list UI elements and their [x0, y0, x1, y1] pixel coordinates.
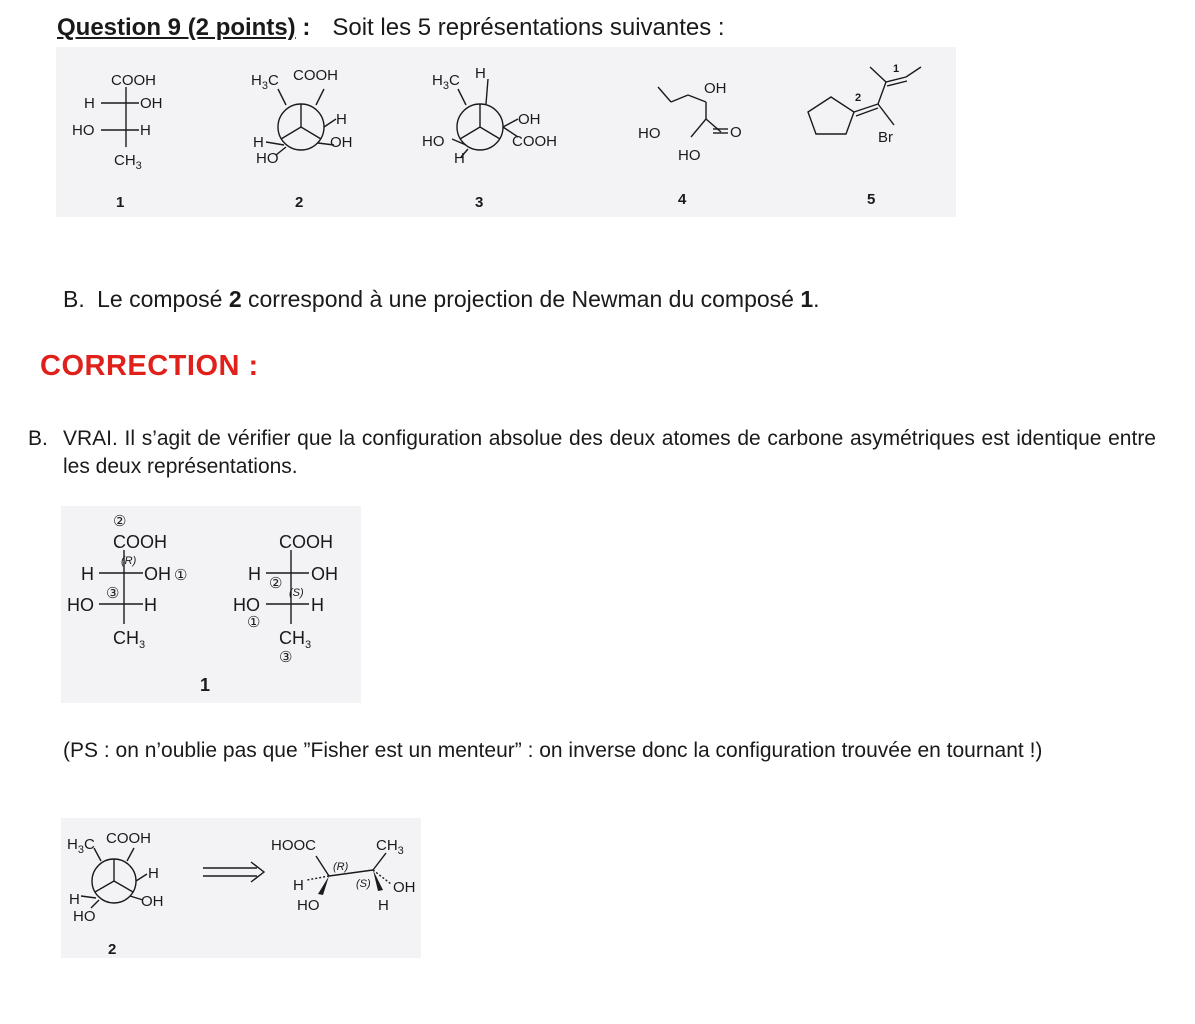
statement-label: B.: [63, 286, 85, 312]
structure-5-number: 5: [867, 191, 876, 208]
f-left-r-label: (R): [121, 555, 137, 567]
fischer-figure-label: 1: [200, 675, 211, 695]
n3-ho: HO: [422, 133, 445, 150]
statement-b: [63, 286, 820, 313]
f1-oh-right: OH: [140, 95, 163, 112]
c4-oh: OH: [704, 80, 727, 97]
w-s-label: (S): [356, 878, 371, 890]
w-h-left: H: [293, 877, 304, 894]
n2-h-right: H: [336, 111, 347, 128]
f-left-h-bottom: H: [144, 595, 157, 615]
newman-figure-label: 2: [108, 941, 117, 958]
structure-3-number: 3: [475, 194, 484, 211]
n2-oh-right: OH: [330, 134, 353, 151]
n2-h3c: $H_3C$: [251, 72, 279, 92]
f-left-cooh: COOH: [113, 532, 167, 552]
f1-h-right: H: [140, 122, 151, 139]
f1-ho-left: HO: [72, 122, 95, 139]
f1-cooh: COOH: [111, 72, 156, 89]
correction-item-label: B.: [28, 427, 48, 450]
question-title: [57, 14, 725, 42]
f-right-priority-3: ③: [279, 649, 293, 666]
n3-h-top: H: [475, 65, 486, 82]
n-fig-oh: OH: [141, 893, 164, 910]
statement-compound-2: 2: [228, 286, 242, 312]
n3-cooh: COOH: [512, 133, 557, 150]
n2-ho: HO: [256, 150, 279, 167]
newman-figure: [61, 818, 421, 958]
f-left-oh: OH: [144, 564, 171, 584]
f-right-cooh: COOH: [279, 532, 333, 552]
correction-item-b: [28, 425, 1156, 481]
correction-item-text: VRAI. Il s’agit de vérifier que la configuration absolue des deux atomes de carbone asymétriques est identique entre les deux représentations.: [63, 427, 1156, 478]
correction-heading: CORRECTION :: [40, 350, 259, 382]
statement-mid: correspond à une projection de Newman du composé: [248, 286, 794, 312]
n3-oh: OH: [518, 111, 541, 128]
n-fig-ho: HO: [73, 908, 96, 925]
n-fig-h-right: H: [148, 865, 159, 882]
c4-ho-left: HO: [638, 125, 661, 142]
fischer-figure: [61, 506, 361, 703]
structure-1-number: 1: [116, 194, 125, 211]
c5-bond-2: 2: [855, 92, 862, 104]
statement-end: .: [813, 286, 820, 312]
n3-h3c: $H_3C$: [432, 72, 460, 92]
f-right-priority-1: ①: [247, 614, 261, 631]
structure-4-number: 4: [678, 191, 687, 208]
n2-h-left: H: [253, 134, 264, 151]
statement-compound-1: 1: [800, 286, 814, 312]
structures-figure: [56, 47, 956, 217]
f-right-ho: HO: [233, 595, 260, 615]
n2-cooh: COOH: [293, 67, 338, 84]
f-left-priority-1: ①: [174, 567, 188, 584]
w-r-label: (R): [333, 861, 349, 873]
n-fig-h3c: $H_3C$: [67, 836, 95, 856]
f-left-priority-2: ②: [113, 513, 127, 530]
f-left-priority-3: ③: [106, 585, 120, 602]
f-right-priority-2: ②: [269, 575, 283, 592]
n-fig-cooh: COOH: [106, 830, 151, 847]
c4-ho-bottom: HO: [678, 147, 701, 164]
w-hooc: HOOC: [271, 837, 316, 854]
question-number: Question 9 (2 points): [57, 14, 296, 41]
c5-br: Br: [878, 129, 893, 146]
w-ch3: $CH_3$: [376, 837, 404, 857]
f1-h-left: H: [84, 95, 95, 112]
statement-pre: Le composé: [97, 286, 223, 312]
f-right-ch3: $CH_3$: [279, 628, 312, 651]
n-fig-h-left: H: [69, 891, 80, 908]
ps-note: (PS : on n’oublie pas que ”Fisher est un menteur” : on inverse donc la configuration trouvée en tournant !): [63, 739, 1043, 762]
f-right-oh: OH: [311, 564, 338, 584]
c5-bond-1: 1: [893, 63, 900, 75]
structure-2-number: 2: [295, 194, 304, 211]
question-intro: Soit les 5 représentations suivantes :: [332, 14, 725, 41]
f-right-h-bottom: H: [311, 595, 324, 615]
f-right-h: H: [248, 564, 261, 584]
f1-ch3: $CH_3$: [114, 152, 142, 172]
f-right-s-label: (S): [289, 587, 304, 599]
c4-o: O: [730, 124, 742, 141]
f-left-ho: HO: [67, 595, 94, 615]
n3-h-bottom: H: [454, 150, 465, 167]
f-left-h-top: H: [81, 564, 94, 584]
question-colon: :: [302, 14, 311, 41]
f-left-ch3: $CH_3$: [113, 628, 146, 651]
w-h-bottom: H: [378, 897, 389, 914]
w-oh: OH: [393, 879, 416, 896]
w-ho: HO: [297, 897, 320, 914]
